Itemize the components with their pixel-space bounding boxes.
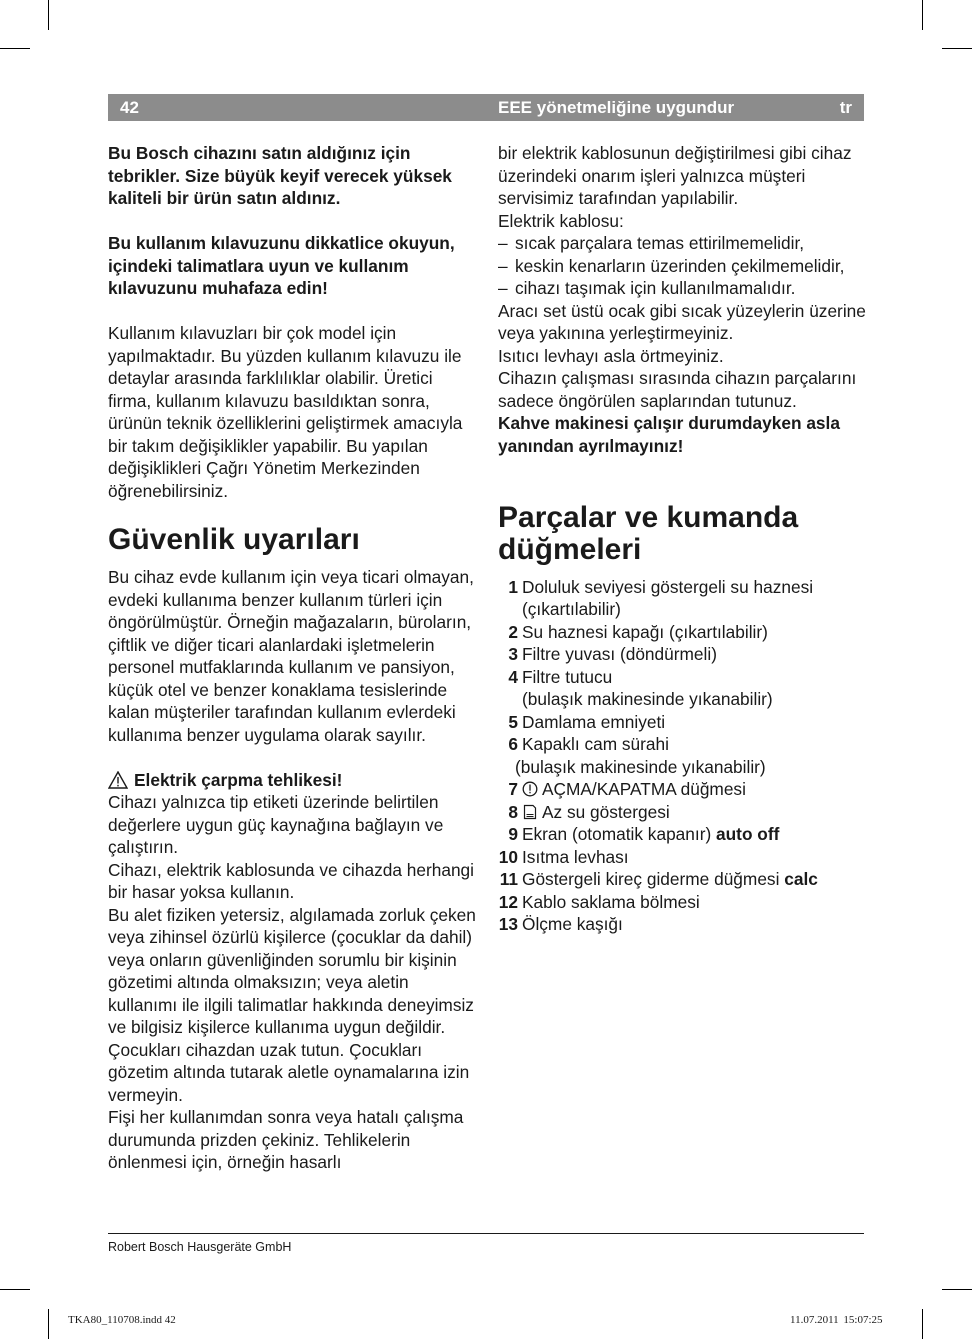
- list-item: 1 Doluluk seviyesi göstergeli su haznesi (çıkartılabilir): [508, 576, 814, 619]
- list-item: 2 Su haznesi kapağı (çıkartılabilir): [508, 621, 768, 642]
- language-code: tr: [839, 98, 852, 117]
- power-icon: [522, 781, 538, 797]
- warning-heading: [108, 769, 480, 792]
- list-item-note: (bulaşık makinesinde yıkanabilir): [515, 756, 766, 777]
- intro-bold-2: Bu kullanım kılavuzunu dikkatlice okuyun, içindeki talimatlara uyun ve kullanım kılavuzunu muhafaza edin!: [108, 233, 455, 298]
- header-title: EEE yönetmeliğine uygundur: [498, 98, 735, 117]
- crop-mark: [922, 1309, 923, 1339]
- print-slug-date: 11.07.2011 15:07:25: [790, 1314, 883, 1326]
- warning-triangle-icon: [108, 771, 128, 789]
- crop-mark: [0, 48, 30, 49]
- intro-bold-1: Bu Bosch cihazını satın aldığınız için tebrikler. Size büyük keyif verecek yüksek kaliteli bir ürün satın aldınız.: [108, 143, 452, 208]
- list-item: 12 Kablo saklama bölmesi: [498, 891, 700, 912]
- print-slug-file: TKA80_110708.indd 42: [68, 1314, 176, 1326]
- crop-mark: [942, 48, 972, 49]
- list-item: 9 Ekran (otomatik kapanır) auto off: [508, 824, 780, 844]
- warning-title: Elektrik çarpma tehlikesi!: [134, 769, 343, 790]
- crop-mark: [48, 0, 49, 30]
- crop-mark: [922, 0, 923, 30]
- body-text: Cihazın çalışması sırasında cihazın parçalarını sadece öngörülen saplarından tutunuz.: [498, 368, 857, 411]
- list-item: 13 Ölçme kaşığı: [498, 914, 623, 934]
- list-item: 3 Filtre yuvası (döndürmeli): [508, 644, 717, 664]
- continued-text: bir elektrik kablosunun değiştirilmesi gibi cihaz üzerindeki onarım işleri yalnızca müşteri servisimiz tarafından yapılabilir.: [498, 143, 852, 208]
- cable-label: Elektrik kablosu:: [498, 210, 624, 231]
- list-item: 7 AÇMA/KAPATMA düğmesi: [508, 779, 746, 799]
- list-item: 11 Göstergeli kireç giderme düğmesi calc: [499, 869, 818, 889]
- list-item: 5 Damlama emniyeti: [508, 711, 666, 732]
- page-number: 42: [120, 98, 139, 117]
- list-item: 10 Isıtma levhası: [498, 846, 629, 867]
- bold-warning: Kahve makinesi çalışır durumdayken asla yanından ayrılmayınız!: [498, 413, 840, 456]
- footer-company: Robert Bosch Hausgeräte GmbH: [108, 1240, 292, 1254]
- warning-text: Cihazı yalnızca tip etiketi üzerinde belirtilen değerlere uygun güç kaynağına bağlayın ve çalıştırın.: [108, 792, 444, 857]
- left-column: [108, 142, 480, 1174]
- list-item: 4 Filtre tutucu (bulaşık makinesinde yıkanabilir): [508, 666, 773, 709]
- crop-mark: [0, 1289, 30, 1290]
- page-header: [108, 94, 864, 121]
- list-item: – keskin kenarların üzerinden çekilmemelidir,: [498, 255, 845, 276]
- safety-heading: Güvenlik uyarıları: [108, 523, 360, 556]
- parts-list: [498, 576, 872, 936]
- warning-text: Fişi her kullanımdan sonra veya hatalı çalışma durumunda prizden çekiniz. Tehlikelerin önlenmesi için, örneğin hasarlı: [108, 1107, 464, 1172]
- list-item: 6 Kapaklı cam sürahi: [508, 734, 669, 754]
- list-item: 8 Az su göstergesi: [508, 801, 670, 822]
- parts-heading: Parçalar ve kumanda düğmeleri: [498, 500, 799, 566]
- safety-text: Bu cihaz evde kullanım için veya ticari olmayan, evdeki kullanıma benzer kullanım türleri için öngörülmüştür. Örneğin mağazaların, büroların, çiftlik ve diğer ticari alanlardaki işletmelerin personel mutfaklarında kullanım ve pansiyon, küçük otel ve benzer konaklama tesislerinde kalan müşteriler tarafından kullanım evlerdeki kullanıma benzer uygulama olarak sayılır.: [108, 567, 474, 745]
- warning-text: Cihazı, elektrik kablosunda ve cihazda herhangi bir hasar yoksa kullanın.: [108, 859, 475, 902]
- list-item: – sıcak parçalara temas ettirilmemelidir,: [498, 233, 805, 253]
- crop-mark: [942, 1289, 972, 1290]
- warning-text: Bu alet fiziken yetersiz, algılamada zorluk çeken veya zihinsel özürlü kişilerce (çocuklar da dahil) veya onların güvenliğinden sorumlu bir kişinin gözetimi altında olmaksızın; veya aletin kullanımı ile ilgili talimatlar hakkında deneyimsiz ve bilgisiz kişilerce kullanıma uygun değildir. Çocukları cihazdan uzak tutun. Çocukları gözetim altında tutarak aletle oynamalarına izin vermeyin.: [108, 904, 476, 1105]
- intro-text: Kullanım kılavuzları bir çok model için yapılmaktadır. Bu yüzden kullanım kılavuzu ile detaylar arasında farklılıklar olabilir. Üretici firma, kullanım kılavuzu basıldıktan sonra, ürünün teknik özelliklerini geliştirmek amacıyla bir takım değişiklikler yapabilir. Bu yapılan değişiklikleri Çağrı Yönetim Merkezinden öğrenebilirsiniz.: [108, 323, 463, 501]
- crop-mark: [48, 1309, 49, 1339]
- footer-divider: [108, 1233, 864, 1234]
- body-text: Aracı set üstü ocak gibi sıcak yüzeylerin üzerine veya yakınına yerleştirmeyiniz.: [498, 300, 866, 343]
- water-level-icon: [522, 804, 538, 820]
- body-text: Isıtıcı levhayı asla örtmeyiniz.: [498, 345, 724, 366]
- right-column: [498, 142, 872, 936]
- list-item: – cihazı taşımak için kullanılmamalıdır.: [498, 278, 796, 298]
